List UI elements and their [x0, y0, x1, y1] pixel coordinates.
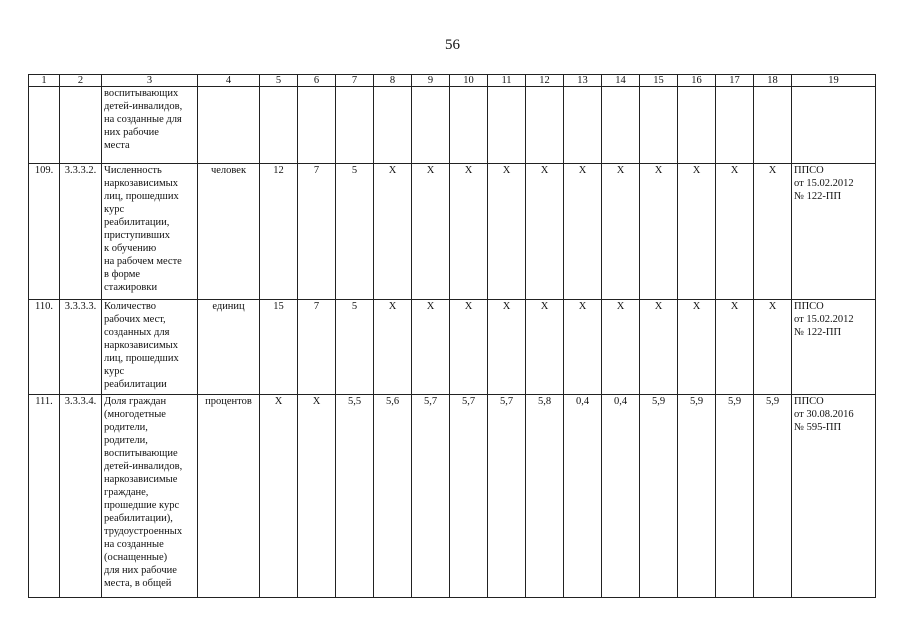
cell-value: 7 [298, 164, 336, 300]
cell-value: X [716, 300, 754, 395]
cell-indicator-name: Доля граждан (многодетные родители, родители, воспитывающие детей-инвалидов, наркозависимые граждане, прошедшие курс реабилитации), трудоустроенных на созданные (оснащенные) для них рабочие места, в общей [102, 395, 198, 598]
cell-value [716, 87, 754, 164]
cell-value: 12 [260, 164, 298, 300]
cell-value [602, 87, 640, 164]
cell-value: 5,9 [716, 395, 754, 598]
column-number: 15 [640, 75, 678, 87]
cell-value: X [488, 164, 526, 300]
cell-unit: единиц [198, 300, 260, 395]
cell-value [260, 87, 298, 164]
cell-value: X [488, 300, 526, 395]
cell-num: 109. [29, 164, 60, 300]
cell-num [29, 87, 60, 164]
cell-value [374, 87, 412, 164]
cell-value: X [450, 164, 488, 300]
cell-basis: ППСО от 30.08.2016 № 595-ПП [792, 395, 876, 598]
cell-value [754, 87, 792, 164]
cell-value: X [716, 164, 754, 300]
column-number-row [29, 75, 876, 87]
cell-unit [198, 87, 260, 164]
cell-num: 111. [29, 395, 60, 598]
cell-value: 7 [298, 300, 336, 395]
cell-basis [792, 87, 876, 164]
column-number: 6 [298, 75, 336, 87]
cell-value: 5,5 [336, 395, 374, 598]
page-number: 56 [445, 37, 460, 53]
cell-value: X [298, 395, 336, 598]
column-number: 3 [102, 75, 198, 87]
cell-value [678, 87, 716, 164]
column-number: 7 [336, 75, 374, 87]
cell-value: X [564, 164, 602, 300]
cell-value [412, 87, 450, 164]
column-number: 14 [602, 75, 640, 87]
cell-value: X [374, 300, 412, 395]
cell-value [336, 87, 374, 164]
indicators-table [28, 74, 876, 598]
cell-value: 5 [336, 164, 374, 300]
cell-unit: человек [198, 164, 260, 300]
cell-value: X [678, 300, 716, 395]
cell-value: X [526, 300, 564, 395]
column-number: 16 [678, 75, 716, 87]
cell-value [564, 87, 602, 164]
cell-value [526, 87, 564, 164]
cell-value: X [412, 300, 450, 395]
cell-basis: ППСО от 15.02.2012 № 122-ПП [792, 300, 876, 395]
cell-value: X [678, 164, 716, 300]
column-number: 18 [754, 75, 792, 87]
cell-value [450, 87, 488, 164]
cell-value [488, 87, 526, 164]
cell-code: 3.3.3.4. [60, 395, 102, 598]
column-number: 10 [450, 75, 488, 87]
column-number: 13 [564, 75, 602, 87]
cell-value: 5,7 [488, 395, 526, 598]
cell-value: X [260, 395, 298, 598]
cell-value: 5,8 [526, 395, 564, 598]
continuation-row [29, 87, 876, 164]
cell-value: X [640, 164, 678, 300]
cell-value: X [602, 300, 640, 395]
cell-indicator-name: Количество рабочих мест, созданных для наркозависимых лиц, прошедших курс реабилитации [102, 300, 198, 395]
cell-value: X [602, 164, 640, 300]
cell-indicator-name: воспитывающих детей-инвалидов, на созданные для них рабочие места [102, 87, 198, 164]
column-number: 19 [792, 75, 876, 87]
column-number: 9 [412, 75, 450, 87]
cell-value: 5,9 [754, 395, 792, 598]
cell-basis: ППСО от 15.02.2012 № 122-ПП [792, 164, 876, 300]
cell-value: X [374, 164, 412, 300]
column-number: 12 [526, 75, 564, 87]
table-row [29, 300, 876, 395]
cell-value [640, 87, 678, 164]
cell-code: 3.3.3.3. [60, 300, 102, 395]
cell-value: X [640, 300, 678, 395]
column-number: 2 [60, 75, 102, 87]
column-number: 4 [198, 75, 260, 87]
cell-value: 5 [336, 300, 374, 395]
cell-value: 5,7 [412, 395, 450, 598]
cell-indicator-name: Численность наркозависимых лиц, прошедших курс реабилитации, приступивших к обучению на рабочем месте в форме стажировки [102, 164, 198, 300]
cell-value: 5,9 [678, 395, 716, 598]
cell-unit: процентов [198, 395, 260, 598]
cell-value: X [412, 164, 450, 300]
table-row [29, 164, 876, 300]
table-row [29, 395, 876, 598]
cell-value [298, 87, 336, 164]
cell-value: 5,9 [640, 395, 678, 598]
column-number: 1 [29, 75, 60, 87]
cell-value: X [450, 300, 488, 395]
cell-value: 0,4 [602, 395, 640, 598]
cell-value: 0,4 [564, 395, 602, 598]
cell-value: X [526, 164, 564, 300]
column-number: 8 [374, 75, 412, 87]
cell-code: 3.3.3.2. [60, 164, 102, 300]
cell-value: X [754, 164, 792, 300]
cell-value: 5,7 [450, 395, 488, 598]
column-number: 17 [716, 75, 754, 87]
cell-value: 5,6 [374, 395, 412, 598]
column-number: 5 [260, 75, 298, 87]
column-number: 11 [488, 75, 526, 87]
cell-value: 15 [260, 300, 298, 395]
cell-value: X [754, 300, 792, 395]
cell-value: X [564, 300, 602, 395]
cell-num: 110. [29, 300, 60, 395]
cell-code [60, 87, 102, 164]
